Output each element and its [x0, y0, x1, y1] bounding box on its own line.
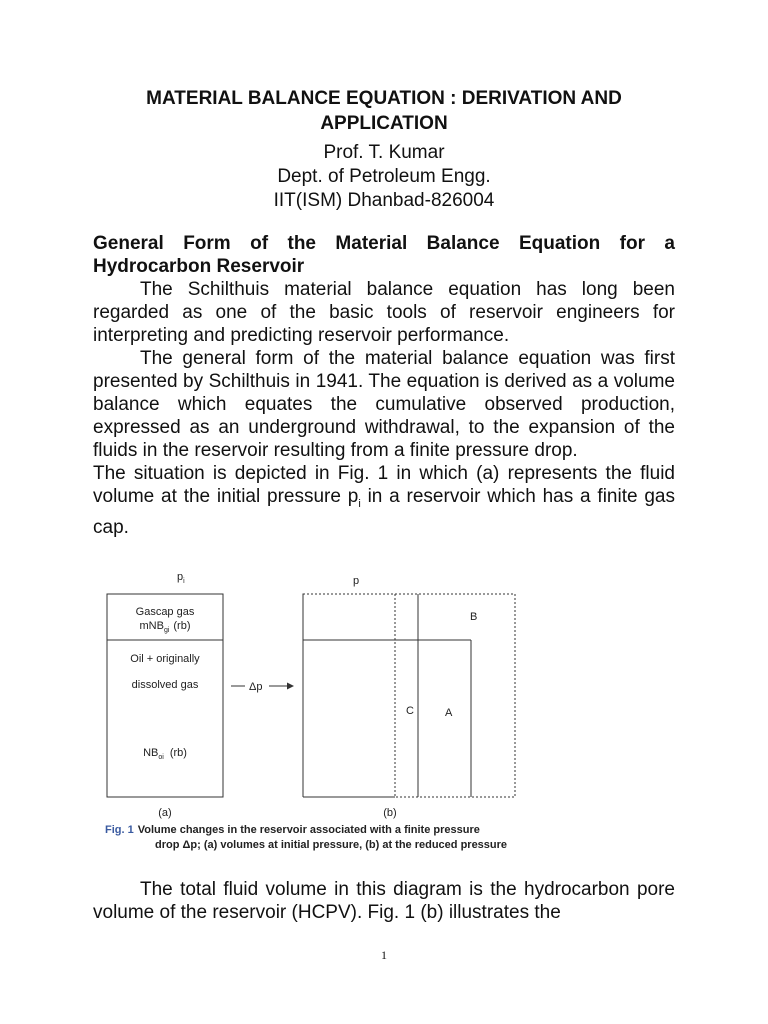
oil-volume-label: $NB_{oi}$ (rb): [143, 747, 187, 761]
gascap-label: Gascap gas: [135, 606, 195, 618]
paragraph-1: The Schilthuis material balance equation has long been regarded as one of the basic tools of reservoir engineers for interpreting and predicting reservoir performance.: [93, 279, 675, 346]
page-number: 1: [381, 948, 387, 962]
figure-caption-line-1: Fig. 1 Volume changes in the reservoir associated with a finite pressure: [105, 824, 480, 836]
author-institution: IIT(ISM) Dhanbad-826004: [273, 190, 495, 211]
gascap-volume-label: mNB$_{gi}$ (rb): [139, 620, 191, 634]
subfigure-a-label: (a): [158, 807, 172, 819]
oil-label-line-2: dissolved gas: [131, 679, 199, 691]
paragraph-3-subscript: i: [358, 497, 361, 510]
oil-label-line-1: Oil + originally: [130, 653, 200, 665]
region-b-label: B: [470, 611, 478, 623]
paragraph-3-text-b: in a reservoir which has a finite gas cap.: [93, 486, 675, 538]
box-b-outline: [303, 594, 515, 797]
arrow-head-icon: [287, 683, 294, 690]
region-c-label: C: [406, 705, 414, 717]
delta-p-label: Δp: [249, 681, 263, 693]
label-reduced-pressure: p: [353, 575, 360, 587]
paragraph-3: [93, 462, 675, 539]
figure-1-diagram: [95, 566, 525, 856]
paragraph-2: The general form of the material balance equation was first presented by Schilthuis in 1941. The equation is derived as a volume balance which equates the cumulative observed production, expressed as an underground withdrawal, to the expansion of the fluids in the reservoir resulting from a finite pressure drop.: [93, 348, 675, 461]
body-text-bottom: [93, 878, 675, 924]
figure-caption-line-2: drop Δp; (a) volumes at initial pressure, (b) at the reduced pressure: [155, 839, 508, 851]
subfigure-b-label: (b): [383, 807, 397, 819]
author-department: Dept. of Petroleum Engg.: [277, 166, 491, 187]
section-heading: General Form of the Material Balance Equation for a Hydrocarbon Reservoir: [93, 233, 675, 277]
region-a-label: A: [445, 707, 453, 719]
paragraph-4: The total fluid volume in this diagram is the hydrocarbon pore volume of the reservoir (HCPV). Fig. 1 (b) illustrates the: [93, 879, 675, 923]
title-line-2: APPLICATION: [320, 113, 448, 134]
body-text-top: [93, 232, 675, 539]
document-title: [80, 86, 688, 136]
author-name: Prof. T. Kumar: [323, 142, 445, 163]
title-line-1: MATERIAL BALANCE EQUATION : DERIVATION AND: [146, 88, 622, 109]
box-a-outline: [107, 594, 223, 797]
paragraph-3-text-a: The situation is depicted in Fig. 1 in which (a) represents the fluid volume at the initial pressure p: [93, 463, 675, 507]
author-block: [80, 141, 688, 213]
label-initial-pressure: $p_i$: [177, 571, 185, 585]
